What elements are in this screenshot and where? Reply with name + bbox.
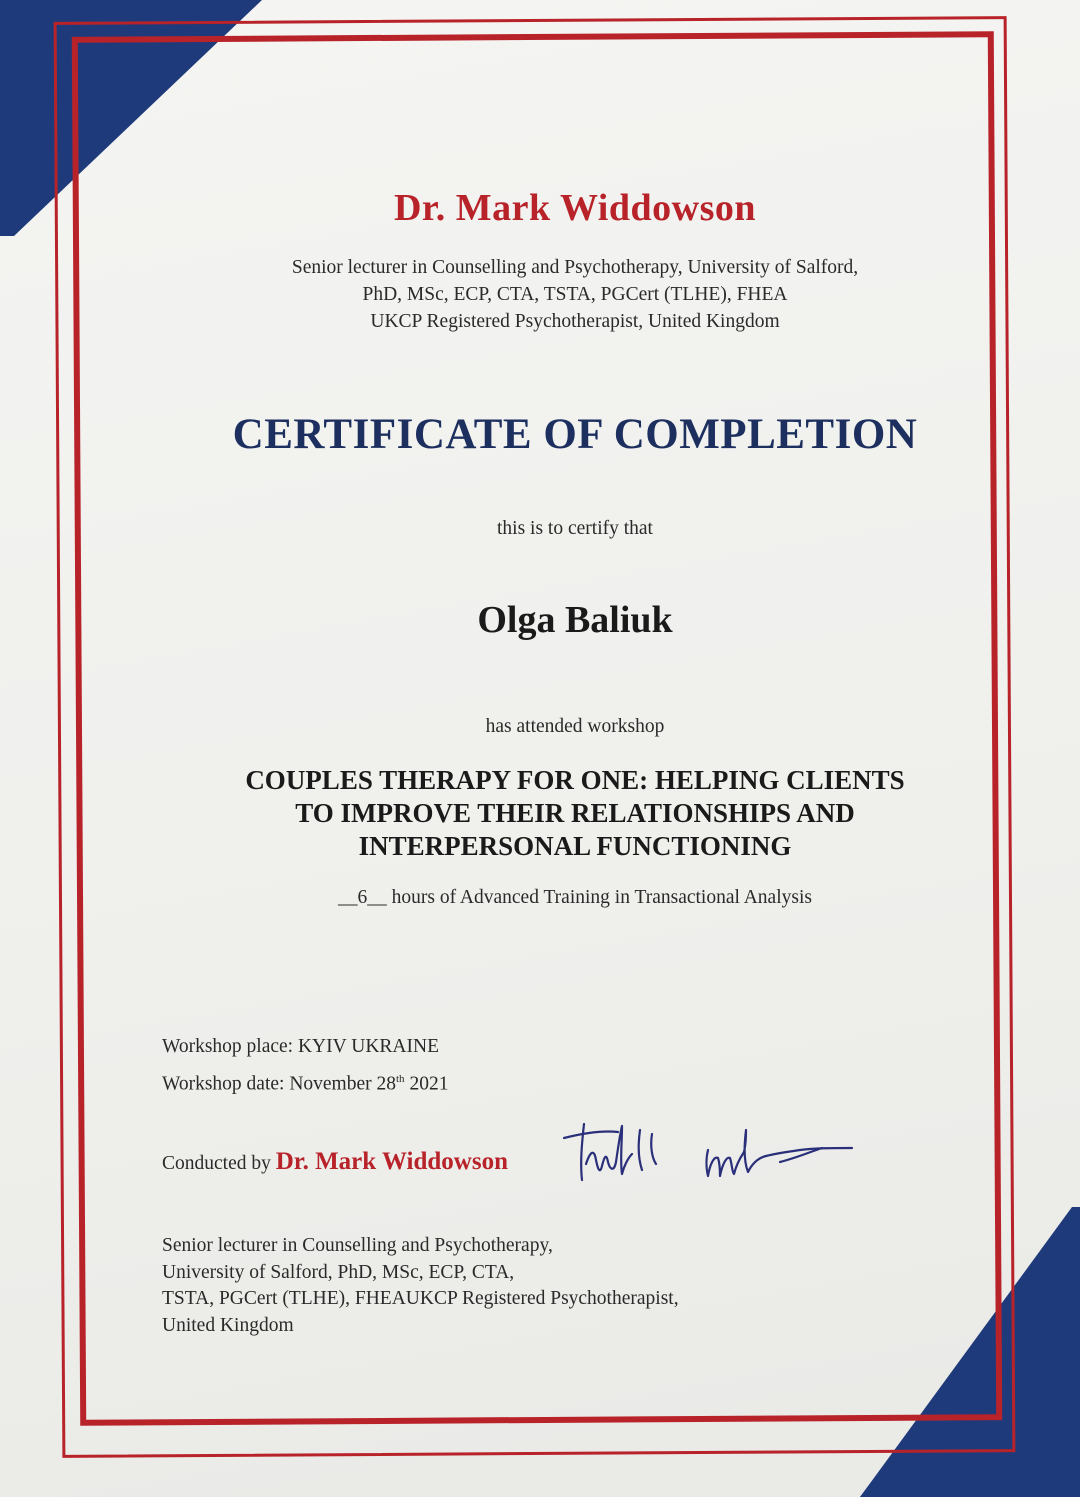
workshop-date: [162, 1073, 448, 1096]
conductor-name: Dr. Mark Widdowson: [275, 1148, 508, 1175]
conducted-by: [162, 1148, 508, 1176]
attended-text: has attended workshop: [485, 716, 665, 737]
certificate-title: CERTIFICATE OF COMPLETION: [232, 411, 918, 458]
hours-value: __6__: [338, 887, 387, 908]
footer-credentials-line: United Kingdom: [162, 1314, 294, 1336]
workshop-title-line: COUPLES THERAPY FOR ONE: HELPING CLIENTS: [245, 765, 905, 795]
workshop-date-prefix: Workshop date: November 28: [162, 1073, 396, 1095]
footer-credentials-line: University of Salford, PhD, MSc, ECP, CTA,: [162, 1261, 515, 1283]
workshop-date-ordinal: th: [396, 1073, 405, 1085]
recipient-name: Olga Baliuk: [477, 599, 673, 641]
issuer-credentials-line: Senior lecturer in Counselling and Psychotherapy, University of Salford,: [291, 257, 859, 278]
handwritten-signature: [560, 1112, 860, 1192]
certify-text: this is to certify that: [497, 518, 653, 539]
footer-credentials-line: Senior lecturer in Counselling and Psychotherapy,: [162, 1235, 553, 1256]
workshop-title-line: TO IMPROVE THEIR RELATIONSHIPS AND: [295, 798, 855, 828]
conducted-prefix: Conducted by: [162, 1153, 276, 1174]
workshop-place: Workshop place: KYIV UKRAINE: [162, 1036, 439, 1057]
workshop-date-year: 2021: [404, 1073, 449, 1095]
issuer-name: Dr. Mark Widdowson: [393, 187, 756, 229]
footer-credentials: [162, 1233, 679, 1339]
workshop-title: [90, 764, 1060, 863]
issuer-credentials-line: UKCP Registered Psychotherapist, United Kingdom: [370, 311, 780, 332]
workshop-title-line: INTERPERSONAL FUNCTIONING: [358, 831, 792, 861]
issuer-credentials-line: PhD, MSc, ECP, CTA, TSTA, PGCert (TLHE), FHEA: [362, 284, 788, 305]
issuer-credentials: [90, 254, 1060, 335]
training-hours: [90, 887, 1060, 909]
hours-text: hours of Advanced Training in Transactional Analysis: [391, 887, 812, 908]
footer-credentials-line: TSTA, PGCert (TLHE), FHEAUKCP Registered Psychotherapist,: [162, 1288, 679, 1309]
